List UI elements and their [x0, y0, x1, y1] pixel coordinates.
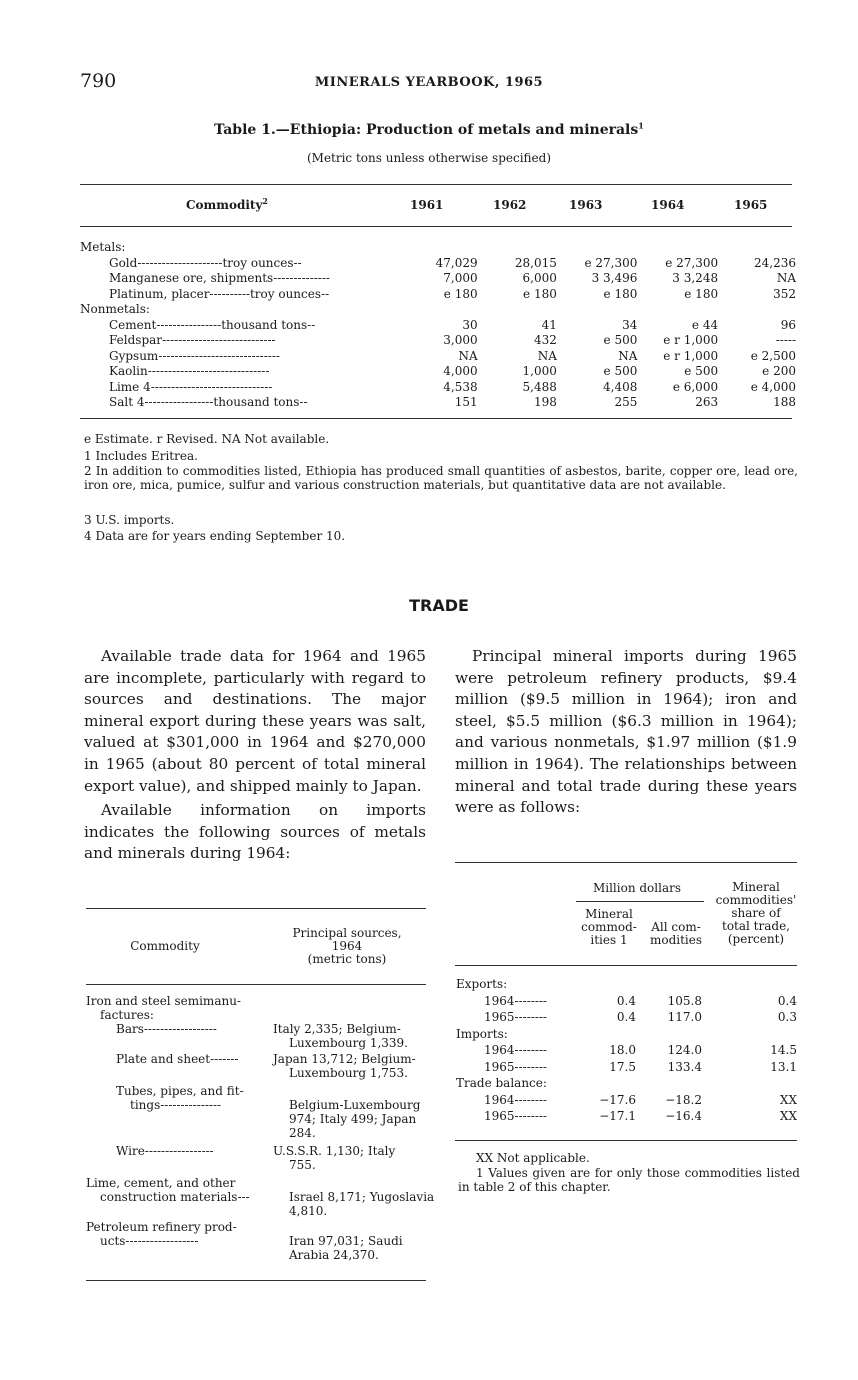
table1-cell: e 500 [684, 364, 719, 378]
table1-col-commodity-note: 2 [262, 196, 268, 206]
table1-row [80, 287, 796, 303]
table1-row [80, 364, 796, 380]
trade-table-top-rule [455, 862, 797, 863]
running-title: MINERALS YEARBOOK, 1965 [314, 75, 544, 90]
table1-cell [409, 240, 478, 256]
table1-cell: 263 [695, 395, 719, 409]
trade-row-label: Imports: [456, 1026, 508, 1041]
table1-bottom-rule [80, 418, 792, 419]
sources-commodity: Wire----------------- [116, 1144, 214, 1158]
table1-cell: 41 [541, 317, 557, 332]
table1-cell: 432 [533, 333, 557, 347]
table1-row-label: Cement----------------thousand tons-- [109, 317, 316, 332]
sources-principal: 284. [289, 1126, 316, 1140]
table1-year-1964: 1964 [651, 198, 685, 212]
table1-cell: 6,000 [522, 271, 557, 285]
trade-cell: 17.5 [609, 1059, 636, 1074]
sources-commodity: factures: [100, 1008, 154, 1022]
table1-subtitle: (Metric tons unless otherwise specified) [306, 151, 552, 165]
table1-cell: 3,000 [443, 333, 478, 347]
trade-header-line: Mineral [732, 880, 780, 894]
table1-row [80, 349, 796, 365]
sources-commodity: Bars------------------ [116, 1022, 217, 1036]
sources-table-top-rule [86, 908, 426, 909]
table1-row [80, 271, 796, 287]
table1-cell [557, 240, 638, 256]
table1-year-1962: 1962 [493, 198, 527, 212]
sources-commodity: ucts------------------ [100, 1234, 199, 1248]
table1-cell [557, 302, 638, 318]
trade-cell: −17.1 [599, 1109, 636, 1123]
table1-row-label: Manganese ore, shipments-------------- [109, 271, 330, 285]
trade-footnote: 1 Values given are for only those commodities listed in table 2 of this chapter. [458, 1166, 800, 1194]
sources-col-principal-l2: 1964 [331, 939, 363, 953]
table1-footnote: 3 U.S. imports. [84, 513, 175, 527]
trade-group-rule [576, 901, 704, 902]
table1-footnote: 2 In addition to commodities listed, Ethiopia has produced small quantities of asbestos, barite, copper ore, lead ore, iron ore, mica, pumice, sulfur and various construction materials, but quantitative data are not available. [84, 464, 798, 492]
table1-cell [409, 302, 478, 318]
table1-cell: e r 1,000 [663, 348, 719, 363]
sources-table-bottom-rule [86, 1280, 426, 1281]
trade-cell: 0.4 [616, 1010, 636, 1024]
trade-cell: 13.1 [770, 1059, 797, 1074]
page-number: 790 [80, 70, 117, 92]
sources-principal: Luxembourg 1,753. [289, 1066, 408, 1080]
table1-title-note: 1 [638, 120, 644, 131]
right-paragraph: Principal mineral imports during 1965 were petroleum refinery products, $9.4 million ($9.5 million in 1964); iron and steel, $5.5 million ($6.3 million in 1964); and various nonmetals, $1.97 million ($1.9 million in 1964). The relationships between mineral and total trade during these years were as follows: [455, 647, 797, 817]
table1-col-commodity [186, 198, 268, 212]
trade-cell: −16.4 [665, 1109, 702, 1123]
table1-cell: e 500 [603, 333, 638, 347]
trade-cell: XX [779, 1092, 797, 1107]
table1-cell: e 44 [691, 317, 719, 332]
table1-cell: 30 [462, 317, 478, 332]
table1-cell [718, 240, 796, 256]
table1-footnote: e Estimate. r Revised. NA Not available. [84, 432, 330, 446]
table1-top-rule [80, 184, 792, 185]
table1-cell: e 2,500 [750, 348, 796, 363]
table1-cell [478, 240, 557, 256]
table1-row-label: Platinum, placer----------troy ounces-- [109, 286, 330, 301]
table1-cell: NA [776, 271, 796, 285]
table1-title-text: Table 1.—Ethiopia: Production of metals and minerals [214, 122, 639, 138]
table1-col-commodity-text: Commodity [186, 198, 263, 212]
table1-cell: NA [537, 348, 557, 363]
trade-row-label: 1964-------- [484, 1043, 547, 1057]
table1-row-label: Salt 4-----------------thousand tons-- [109, 395, 308, 409]
table1-cell: 5,488 [522, 379, 557, 394]
sources-commodity: tings--------------- [130, 1098, 222, 1112]
table1-year-1963: 1963 [569, 198, 603, 212]
sources-col-principal-l1: Principal sources, [292, 926, 402, 940]
trade-header-line: modities [649, 933, 703, 947]
sources-principal: U.S.S.R. 1,130; Italy [273, 1144, 396, 1158]
table1-row [80, 240, 796, 256]
trade-table-head-rule [455, 965, 797, 966]
sources-principal: Japan 13,712; Belgium- [273, 1052, 416, 1066]
trade-header-line: ities 1 [590, 933, 628, 947]
table1-row-label: Kaolin------------------------------ [109, 364, 270, 378]
trade-header-line: commodities' [715, 893, 797, 907]
table1-cell: NA [618, 348, 638, 363]
table1-row [80, 302, 796, 318]
sources-principal: Italy 2,335; Belgium- [273, 1022, 401, 1036]
table1-cell: e 500 [603, 364, 638, 378]
table1-cell: 352 [773, 286, 796, 301]
trade-col-mineral [572, 908, 646, 947]
trade-cell: 18.0 [609, 1043, 636, 1057]
sources-col-commodity: Commodity [130, 939, 200, 953]
table1-row-label: Gypsum------------------------------ [109, 348, 280, 363]
table1-cell: e 180 [684, 286, 719, 301]
trade-cell: 124.0 [667, 1043, 702, 1057]
table1-cell: ----- [775, 333, 796, 347]
sources-commodity: Iron and steel semimanu- [86, 994, 241, 1008]
trade-col-all [640, 921, 712, 947]
trade-col-share [708, 881, 804, 946]
table1-cell: e 180 [603, 286, 638, 301]
table1 [80, 240, 796, 411]
trade-row-label: Exports: [456, 977, 508, 991]
table1-cell: 3 3,496 [591, 271, 638, 285]
table1-cell: 4,538 [443, 379, 478, 394]
sources-principal: Belgium-Luxembourg [289, 1098, 421, 1112]
trade-header-line: Mineral [585, 907, 633, 921]
table1-cell: e 27,300 [584, 255, 638, 270]
trade-cell: 117.0 [667, 1010, 702, 1024]
table1-row [80, 395, 796, 411]
sources-principal: Iran 97,031; Saudi [289, 1234, 403, 1248]
table1-cell: 4,000 [443, 364, 478, 378]
table1-cell: 7,000 [443, 271, 478, 285]
trade-cell: 133.4 [667, 1059, 702, 1074]
trade-cell: 14.5 [770, 1043, 797, 1057]
sources-commodity: Plate and sheet------- [116, 1052, 239, 1066]
trade-header-line: share of [731, 906, 781, 920]
trade-cell: 0.3 [777, 1010, 797, 1024]
table1-cell: 47,029 [435, 255, 478, 270]
table1-row-label: Metals: [80, 240, 126, 254]
sources-principal: 4,810. [289, 1204, 328, 1218]
sources-commodity: Petroleum refinery prod- [86, 1220, 237, 1234]
trade-row-label: 1965-------- [484, 1109, 547, 1123]
trade-group-header: Million dollars [592, 881, 682, 895]
table1-cell: e r 1,000 [663, 333, 719, 347]
table1-cell: 151 [454, 395, 478, 409]
sources-principal: 974; Italy 499; Japan [289, 1112, 417, 1126]
table1-cell [718, 302, 796, 318]
sources-principal: 755. [289, 1158, 316, 1172]
sources-commodity: Tubes, pipes, and fit- [116, 1084, 244, 1098]
table1-row-label: Gold---------------------troy ounces-- [109, 255, 302, 270]
sources-principal: Luxembourg 1,339. [289, 1036, 408, 1050]
table1-cell: 34 [622, 317, 638, 332]
left-paragraph-2: Available information on imports indicates the following sources of metals and minerals during 1964: [84, 801, 426, 863]
table1-cell [637, 302, 718, 318]
left-paragraph-1: Available trade data for 1964 and 1965 are incomplete, particularly with regard to sources and destinations. The major mineral export during these years was salt, valued at $301,000 in 1964 and $270,000 in 1965 (about 80 percent of total mineral export value), and shipped mainly to Japan. [84, 647, 426, 795]
table1-cell: 4,408 [603, 379, 638, 394]
table1-footnote: 1 Includes Eritrea. [84, 449, 198, 463]
table1-footnote: 4 Data are for years ending September 10. [84, 529, 346, 543]
table1-cell: 3 3,248 [672, 271, 719, 285]
table1-cell [637, 240, 718, 256]
table1-row-label: Feldspar---------------------------- [109, 333, 276, 347]
table1-cell: 255 [614, 395, 638, 409]
table1-row-label: Lime 4------------------------------ [109, 379, 273, 394]
trade-row-label: 1964-------- [484, 1092, 547, 1107]
table1-row [80, 333, 796, 349]
trade-header-line: (percent) [727, 932, 785, 946]
table1-cell: 198 [533, 395, 557, 409]
table1-head-rule [80, 226, 792, 227]
table1-cell [478, 302, 557, 318]
sources-table-head-rule [86, 984, 426, 985]
trade-row-label: 1964-------- [484, 993, 547, 1008]
table1-row [80, 380, 796, 396]
trade-row-label: 1965-------- [484, 1010, 547, 1024]
trade-cell: XX [779, 1109, 797, 1123]
sources-principal: Arabia 24,370. [289, 1248, 379, 1262]
sources-principal: Israel 8,171; Yugoslavia [289, 1190, 435, 1204]
table1-row [80, 256, 796, 272]
trade-cell: 0.4 [616, 993, 636, 1008]
trade-cell: −18.2 [665, 1092, 702, 1107]
table1-year-1961: 1961 [410, 198, 444, 212]
sources-col-principal-l3: (metric tons) [307, 952, 387, 966]
table1-cell: NA [458, 348, 478, 363]
table1-cell: e 6,000 [672, 379, 719, 394]
table1-cell: 24,236 [754, 255, 796, 270]
table1-cell: 28,015 [514, 255, 557, 270]
trade-table-bottom-rule [455, 1140, 797, 1141]
trade-cell: 0.4 [777, 993, 797, 1008]
table1-year-1965: 1965 [734, 198, 768, 212]
table1-row [80, 318, 796, 334]
table1-row-label: Nonmetals: [80, 302, 150, 316]
table1-cell: e 180 [523, 286, 557, 301]
table1-cell: 1,000 [522, 364, 557, 378]
trade-cell: −17.6 [599, 1092, 636, 1107]
sources-commodity: construction materials--- [100, 1190, 250, 1204]
table1-cell: e 27,300 [665, 255, 719, 270]
table1-cell: e 4,000 [750, 379, 796, 394]
trade-header-line: All com- [651, 920, 701, 934]
sources-col-principal [280, 927, 414, 966]
trade-row-label: Trade balance: [456, 1076, 547, 1090]
table1-cell: e 180 [443, 286, 478, 301]
trade-header-line: commod- [581, 920, 637, 934]
sources-commodity: Lime, cement, and other [86, 1176, 236, 1190]
trade-footnote: XX Not applicable. [476, 1151, 590, 1165]
table1-cell: e 200 [762, 364, 796, 378]
trade-cell: 105.8 [667, 993, 702, 1008]
table1-cell: 96 [780, 317, 796, 332]
trade-row-label: 1965-------- [484, 1059, 547, 1074]
table1-title [0, 122, 858, 138]
trade-header-line: total trade, [722, 919, 790, 933]
table1-cell: 188 [773, 395, 796, 409]
section-heading-trade: TRADE [409, 596, 469, 615]
